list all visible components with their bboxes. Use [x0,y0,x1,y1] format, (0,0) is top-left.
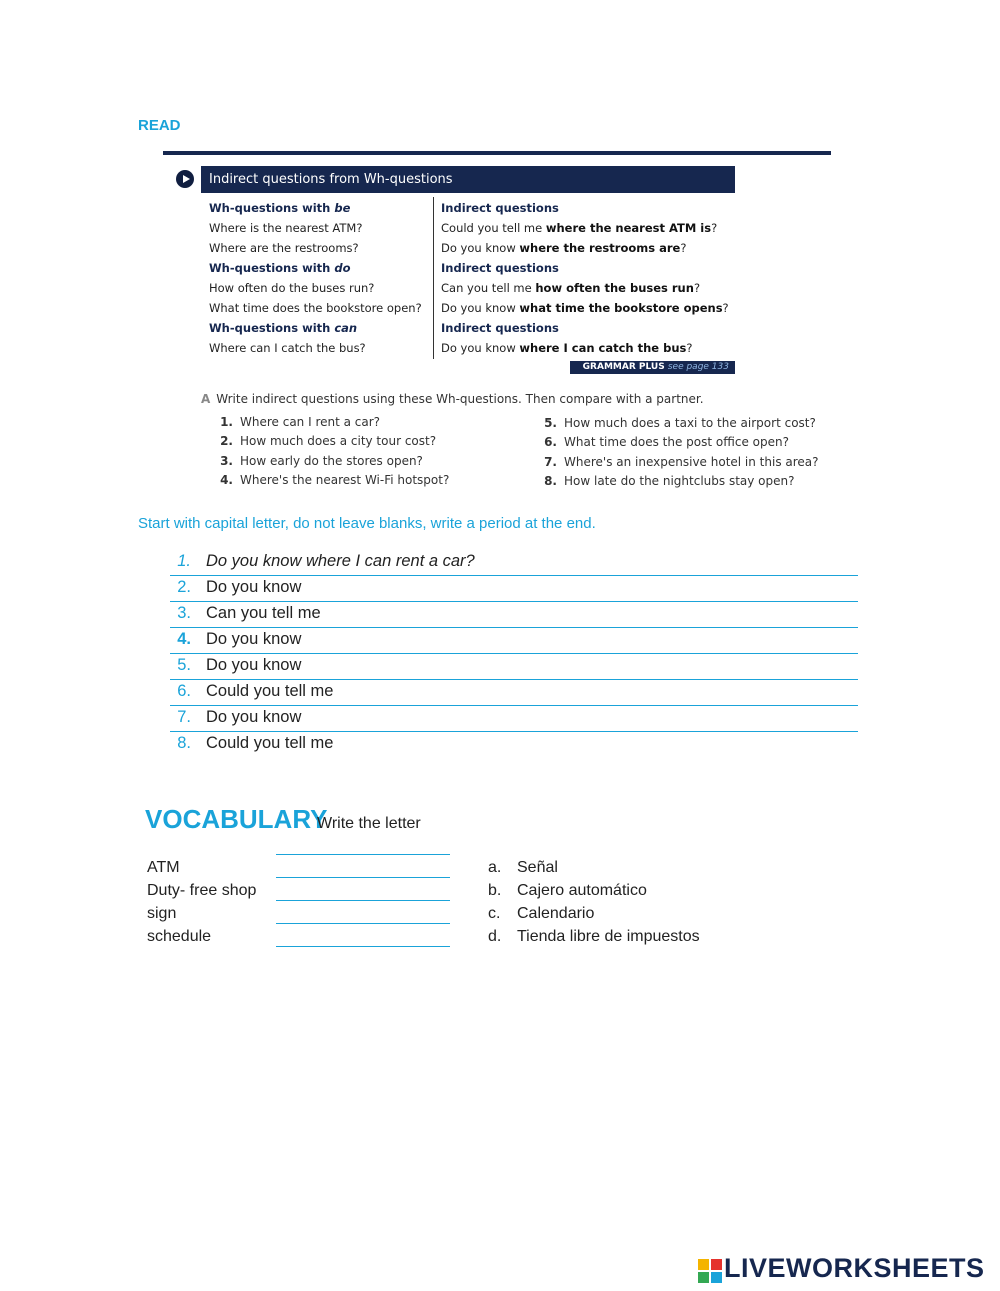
exercise-item [213,452,449,471]
exercise-item-number: 7. [544,454,557,469]
answer-text: Do you know [206,578,302,596]
grammar-plus-banner [570,361,735,374]
answer-text: Do you know [206,708,302,726]
vocabulary-option [488,879,700,902]
vocabulary-option-letter: c. [488,905,501,922]
vocabulary-term: schedule [147,928,212,945]
vocabulary-answer-blanks [276,853,450,947]
exercise-instruction-text: Write indirect questions using these Wh-questions. Then compare with a partner. [216,392,704,406]
grammar-left-example: Where are the restrooms? [209,241,359,255]
exercise-item-text: Where's an inexpensive hotel in this area? [564,454,819,469]
grammar-right-example-bold: where the restrooms are [519,241,681,255]
divider-line [163,151,831,155]
grammar-left-heading-verb: be [334,201,351,215]
answer-text: Do you know [206,630,302,648]
grammar-left-heading-verb: can [334,321,358,335]
vocabulary-blank[interactable] [276,924,450,947]
answer-row[interactable] [170,706,858,732]
grammar-left-heading: Wh-questions with be [209,201,351,215]
answer-row[interactable] [170,628,858,654]
answer-text: Do you know [206,656,302,674]
vocabulary-blank[interactable] [276,901,450,924]
exercise-item-text: Where can I rent a car? [240,415,381,429]
exercise-item-number: 1. [220,415,233,429]
read-label: READ [138,117,181,134]
grammar-left-heading: Wh-questions with can [209,321,358,335]
vocabulary-term: sign [147,905,177,922]
exercise-list-right [537,414,819,491]
grammar-title: Indirect questions from Wh-questions [201,166,735,193]
grammar-right-example-bold: where I can catch the bus [519,341,687,355]
vocabulary-option-text: Calendario [517,905,595,922]
exercise-item-number: 5. [544,416,557,430]
vocabulary-term: Duty- free shop [147,882,257,899]
answer-number: 6. [177,682,191,700]
answer-text: Can you tell me [206,604,321,622]
vocabulary-options [488,856,700,948]
answer-text: Could you tell me [206,682,334,700]
answer-row[interactable] [170,680,858,706]
exercise-list-left [213,413,449,490]
exercise-item-text: What time does the post office open? [564,435,789,450]
answer-row[interactable] [170,654,858,680]
answer-row[interactable] [170,732,858,757]
answer-number: 5. [177,656,191,674]
answer-row[interactable] [170,602,858,628]
exercise-item-number: 8. [544,473,557,488]
exercise-item-number: 3. [220,453,233,468]
vocabulary-subtitle: Write the letter [317,815,421,832]
vocabulary-option [488,925,700,948]
vocabulary-option-text: Tienda libre de impuestos [517,928,700,945]
vocabulary-terms [147,856,256,948]
grammar-plus-page: see page 133 [667,362,729,372]
vocabulary-option [488,856,700,879]
exercise-item-text: How much does a taxi to the airport cost? [564,416,816,430]
exercise-item-text: How much does a city tour cost? [240,434,437,449]
liveworksheets-logo-text: LIVEWORKSHEETS [724,1253,985,1283]
answer-number: 2. [177,578,191,596]
exercise-item-text: How early do the stores open? [240,453,423,468]
exercise-item [537,453,819,472]
grammar-left-column [209,198,422,358]
answer-list [170,550,858,757]
exercise-item-text: Where's the nearest Wi-Fi hotspot? [240,472,450,487]
answer-text: Do you know where I can rent a car? [206,552,475,570]
grammar-left-example: What time does the bookstore open? [209,301,422,315]
grammar-right-example-bold: how often the buses run [535,281,694,295]
grammar-right-example-bold: what time the bookstore opens [519,301,723,315]
exercise-item [537,433,819,452]
exercise-item-number: 2. [220,434,233,449]
vocabulary-option [488,902,700,925]
grammar-right-heading: Indirect questions [441,201,559,215]
vocabulary-option-text: Cajero automático [517,882,647,899]
vocabulary-option-letter: a. [488,859,502,876]
exercise-item [213,432,449,451]
vocabulary-option-text: Señal [517,859,558,876]
exercise-item-number: 6. [544,435,557,450]
vocabulary-option-letter: d. [488,928,502,945]
grammar-left-example: Where can I catch the bus? [209,341,366,355]
grammar-column-separator [433,197,434,359]
grammar-right-column [441,198,729,358]
answer-instruction: Start with capital letter, do not leave blanks, write a period at the end. [138,515,596,532]
grammar-right-example: Can you tell me how often the buses run? [441,281,701,295]
vocabulary-title: VOCABULARY [145,804,328,834]
play-icon [176,170,194,188]
answer-number: 8. [177,734,191,752]
grammar-right-example-bold: where the nearest ATM is [545,221,712,235]
answer-row[interactable] [170,576,858,602]
answer-number: 7. [177,708,191,726]
grammar-right-example: Do you know what time the bookstore opens? [441,301,729,315]
grammar-left-heading: Wh-questions with do [209,261,351,275]
vocabulary-option-letter: b. [488,882,502,899]
answer-number: 3. [177,604,191,622]
vocabulary-term: ATM [147,859,180,876]
exercise-item-number: 4. [220,472,233,487]
exercise-item [213,413,449,432]
exercise-letter: A [201,392,211,406]
grammar-right-example: Do you know where the restrooms are? [441,241,687,255]
vocabulary-blank[interactable] [276,878,450,901]
answer-row[interactable] [170,550,858,576]
exercise-item [213,471,449,490]
grammar-left-heading-verb: do [334,261,351,275]
answer-number: 1. [177,552,191,570]
grammar-right-example: Could you tell me where the nearest ATM is? [441,221,718,235]
exercise-item-text: How late do the nightclubs stay open? [564,473,795,488]
exercise-item [537,414,819,433]
vocabulary-blank[interactable] [276,855,450,878]
grammar-plus-label: GRAMMAR PLUS [582,362,665,372]
grammar-right-heading: Indirect questions [441,261,559,275]
grammar-right-example: Do you know where I can catch the bus? [441,341,693,355]
exercise-item [537,472,819,491]
grammar-left-example: How often do the buses run? [209,281,375,295]
grammar-right-heading: Indirect questions [441,321,559,335]
liveworksheets-logo-icon [698,1259,722,1283]
grammar-left-example: Where is the nearest ATM? [209,221,363,235]
exercise-instruction [201,392,704,406]
answer-number: 4. [177,630,191,648]
answer-text: Could you tell me [206,734,334,752]
